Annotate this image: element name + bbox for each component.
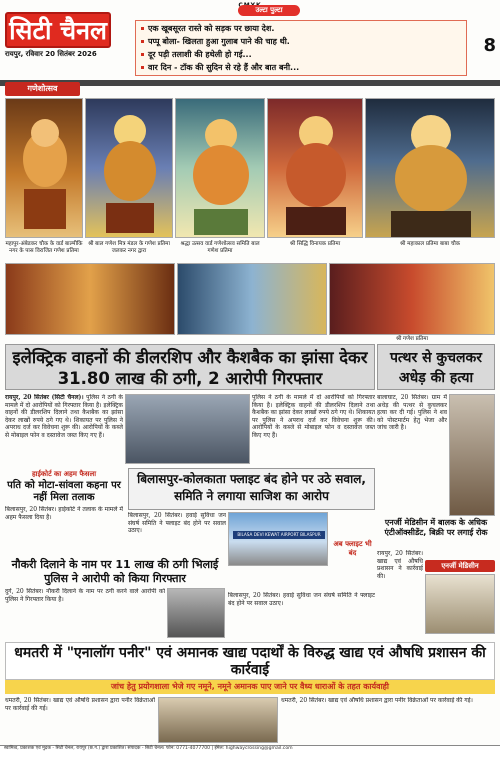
food-safety-body-1: धमतरी, 20 सितंबर। खाद्य एवं औषधि प्रशासन द्वारा पनीर विक्रेताओं पर कार्रवाई की गई। <box>5 697 155 712</box>
lead-story-photo <box>125 394 250 464</box>
photo-caption-4: श्री सिद्धि विनायक प्रतिमा <box>289 241 341 247</box>
teaser-3: दूर पड़ी तलाशी की हथेली हो गई... <box>136 48 466 62</box>
food-safety-photo <box>158 697 278 743</box>
high-court-headline: पति को मोटा-सांवला कहना पर नहीं मिला तलाक <box>7 480 121 503</box>
energy-medicine-photo <box>425 574 495 634</box>
page-number: 8 <box>483 35 496 56</box>
photo-caption-3: श्रद्धा उत्सव वार्ड गणेशोत्सव समिति बाल गणेश प्रतिमा <box>180 241 260 254</box>
food-safety-body-2: धमतरी, 20 सितंबर। खाद्य एवं औषधि प्रशासन द्वारा पनीर विक्रेताओं पर कार्रवाई की गई। <box>281 697 473 704</box>
festival-label: गणेशोत्सव <box>5 82 80 96</box>
dateline: रायपुर, रविवार 20 सितंबर 2026 <box>5 50 97 58</box>
lead-dateline: रायपुर, 20 सितंबर (सिटी चैनल)। <box>5 394 84 401</box>
job-fraud-headline: नौकरी दिलाने के नाम पर 11 लाख की ठगी भिलाई पुलिस ने आरोपी को किया गिरफ्तार <box>11 558 219 585</box>
section-tag: उल्टा पुल्टा <box>238 5 300 16</box>
high-court-tag: हाईकोर्ट का अहम फैसला <box>31 470 97 478</box>
job-fraud-photo <box>167 588 225 638</box>
high-court-body: बिलासपुर, 20 सितंबर। हाईकोर्ट ने तलाक के मामले में अहम फैसला दिया है। <box>5 506 123 521</box>
food-safety-banner: जांच हेतु प्रयोगशाला भेजे गए नमूने, नमूने अमानक पाए जाने पर वैध्य धाराओं के तहत कार्यवाही <box>5 680 495 694</box>
teaser-2: पप्पू बोला- खिलता हुआ गुलाब पाने की चाह थी. <box>136 35 466 49</box>
flight-body: बिलासपुर, 20 सितंबर। हवाई सुविधा जन संघर्ष समिति ने फ्लाइट बंद होने पर सवाल उठाए। <box>128 512 226 535</box>
flight-subheadline: अब फ्लाइट भी बंद <box>333 540 372 557</box>
teaser-4: वार दिन - टॉक की सुदिन से रहे हैं और बात बनी... <box>136 61 466 75</box>
ganesh-photo-5 <box>365 98 495 238</box>
food-safety-headline: धमतरी में "एनालॉग पनीर" एवं अमानक खाद्य पदार्थों के विरुद्ध खाद्य एवं औषधि प्रशासन की कार्रवाई <box>14 645 486 678</box>
ganesh-photo-3 <box>175 98 265 238</box>
photo-caption-2: श्री बाल गणेश मित्र मंडल के गणेश प्रतिमा जलकर नगर द्वारा <box>88 241 170 254</box>
energy-medicine-pill: एनर्जी मेडिसीन <box>425 560 495 572</box>
food-safety-headline-box <box>5 642 495 680</box>
lead-body-text: पुलिस ने ठगी के मामले में दो आरोपियों को गिरफ्तार किया है। इलेक्ट्रिक वाहनों की डीलरशिप दिलाने तथा कैशबैक का झांसा देकर लाखों रुपये ठगे गए थे। शिकायत पर पुलिस ने अपराध दर्ज कर विवेचना शुरू की। आरोपियों के कब्जे से मोबाइल फोन व दस्तावेज जब्त किए गए हैं। <box>5 394 123 439</box>
ganesh-photo-2 <box>85 98 173 238</box>
ganesh-photo-6 <box>5 263 175 335</box>
lead-headline-box <box>5 344 375 390</box>
teaser-box <box>135 20 467 76</box>
flight-headline: बिलासपुर-कोलकाता फ्लाइट बंद होने पर उठे सवाल, समिति ने लगाया साजिश का आरोप <box>137 472 366 503</box>
ganesh-photo-7 <box>177 263 327 335</box>
right-headline-box <box>377 344 495 390</box>
masthead-logo <box>5 12 111 48</box>
imprint-footer: स्वामित्व, प्रकाशक एवं मुद्रक - सिटी चैनल, रायपुर (छ.ग.) द्वारा प्रकाशित। संपादक - सिटी चैनल। फोन: 0771-4077700 | ईमेल: highwaycrossing@gmail.com <box>0 745 500 757</box>
right-story-photo <box>449 394 495 516</box>
ganesh-idol-icon <box>6 99 83 238</box>
ganesh-photo-4 <box>267 98 363 238</box>
ganesh-idol-icon <box>268 99 363 238</box>
ganesh-idol-icon <box>366 99 495 238</box>
energy-medicine-headline: एनर्जी मेडिसीन में बालक के अधिक एंटीऑक्सीडेंट, बिक्री पर लगाई रोक <box>384 518 488 537</box>
lead-headline: इलेक्ट्रिक वाहनों की डीलरशिप और कैशबैक का झांसा देकर 31.80 लाख की ठगी, 2 आरोपी गिरफ्तार <box>12 348 368 388</box>
festival-photo-strip <box>5 98 495 342</box>
right-headline: पत्थर से कुचलकर अधेड़ की हत्या <box>389 350 483 386</box>
ganesh-idol-icon <box>86 99 173 238</box>
lead-story-body-2: पुलिस ने ठगी के मामले में दो आरोपियों को गिरफ्तार किया है। इलेक्ट्रिक वाहनों की डीलरशिप दिलाने तथा कैशबैक का झांसा देकर लाखों रुपये ठगे गए थे। शिकायत पर पुलिस ने अपराध दर्ज कर विवेचना शुरू की। आरोपियों के कब्जे से मोबाइल फोन व दस्तावेज जब्त किए गए हैं। <box>252 394 375 439</box>
airport-photo <box>228 512 328 566</box>
flight-body-2: बिलासपुर, 20 सितंबर। हवाई सुविधा जन संघर्ष समिति ने फ्लाइट बंद होने पर सवाल उठाए। <box>228 592 375 607</box>
energy-medicine-body: रायपुर, 20 सितंबर। खाद्य एवं औषधि प्रशासन ने कार्रवाई की। <box>377 550 423 580</box>
masthead-title: सिटी चैनल <box>9 16 107 45</box>
lead-story-body <box>5 394 123 464</box>
photo-caption-5: श्री महाकाल प्रतिमा बाबा चौक <box>400 241 460 247</box>
photo-caption-6: श्री गणेश प्रतिमा <box>395 336 429 342</box>
airport-sign: BILASA DEVI KEWAT AIRPORT BILASPUR <box>233 531 325 539</box>
photo-caption-1: महापुर-अंबेडकर चौक के वार्ड बाल्मीकि नगर के पास विराजित गणेश प्रतिमा <box>5 241 83 254</box>
teaser-1: एक खूबसूरत रास्ते को सड़क पर छाया देश. <box>136 22 466 36</box>
job-fraud-body: दुर्ग, 20 सितंबर। नौकरी दिलाने के नाम पर ठगी करने वाले आरोपी को पुलिस ने गिरफ्तार किया है। <box>5 588 165 603</box>
right-story-body: बालाघाट, 20 सितंबर। ग्राम में अधेड़ की पत्थर से कुचलकर हत्या कर दी गई। पुलिस ने शव को पोस्टमार्टम हेतु भेजा और जांच जारी है। <box>377 394 447 432</box>
ganesh-idol-icon <box>176 99 265 238</box>
ganesh-photo-1 <box>5 98 83 238</box>
ganesh-photo-8 <box>329 263 495 335</box>
